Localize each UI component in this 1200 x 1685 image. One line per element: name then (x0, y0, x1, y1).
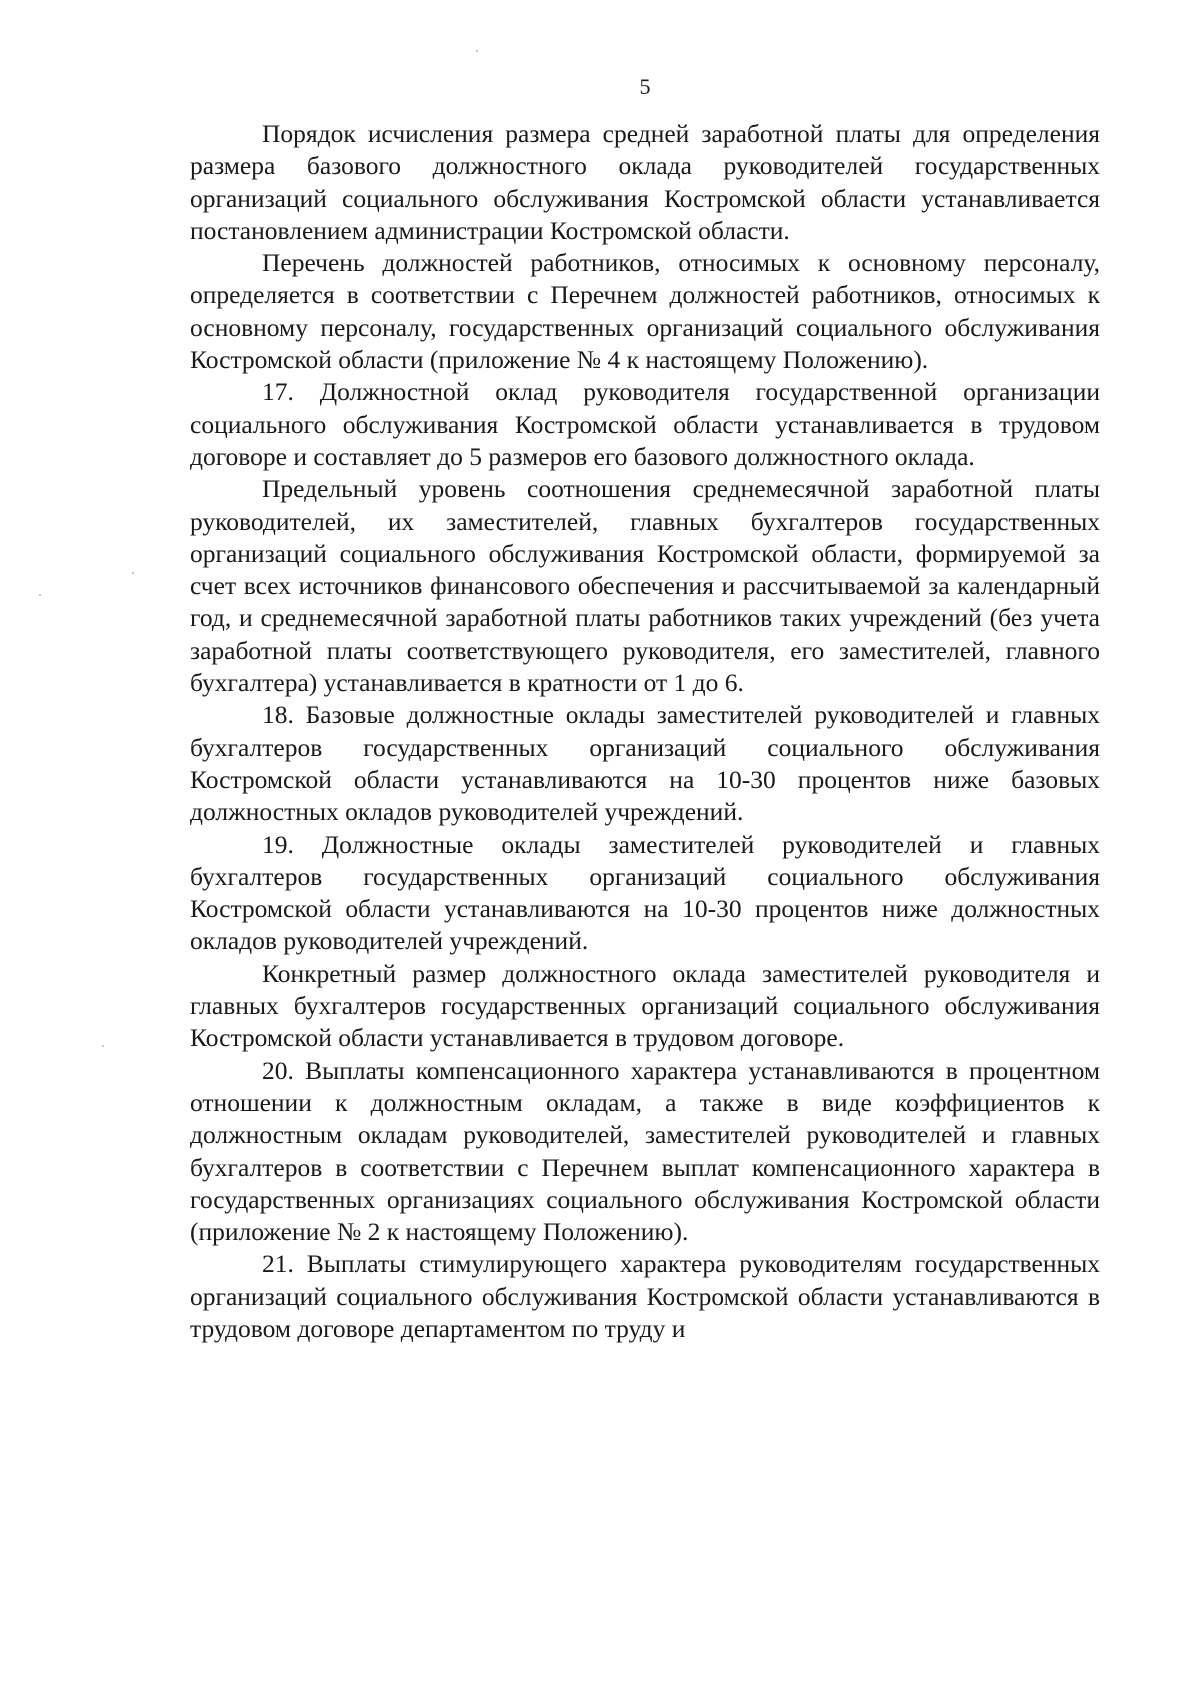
paragraph-item-17: 17. Должностной оклад руководителя государственной организации социального обслуживания Костромской области устанавливается в трудовом договоре и составляет до 5 размеров его базового должностного оклада. (190, 377, 1100, 471)
scan-speck (39, 594, 41, 596)
paragraph-item-18: 18. Базовые должностные оклады заместителей руководителей и главных бухгалтеров государственных организаций социального обслуживания Костромской области устанавливаются на 10-30 процентов ниже базовых должностных окладов руководителей учреждений. (190, 700, 1100, 827)
paragraph-item-21: 21. Выплаты стимулирующего характера руководителям государственных организаций социального обслуживания Костромской области устанавливаются в трудовом договоре департаментом по труду и (190, 1249, 1100, 1343)
paragraph-average-salary-procedure: Порядок исчисления размера средней заработной платы для определения размера базового должностного оклада руководителей государственных организаций социального обслуживания Костромской области устанавливается постановлением администрации Костромской области. (190, 119, 1100, 245)
scan-speck (102, 1045, 104, 1047)
paragraph-specific-salary-size: Конкретный размер должностного оклада заместителей руководителя и главных бухгалтеров государственных организаций социального обслуживания Костромской области устанавливается в трудовом договоре. (190, 958, 1100, 1053)
paragraph-salary-ratio-limit: Предельный уровень соотношения среднемесячной заработной платы руководителей, их заместителей, главных бухгалтеров государственных организаций социального обслуживания Костромской области, формируемой за счет всех источников финансового обеспечения и рассчитываемой за календарный год, и среднемесячной заработной платы работников таких учреждений (без учета заработной платы соответствующего руководителя, его заместителей, главного бухгалтера) устанавливается в кратности от 1 до 6. (190, 474, 1100, 698)
scan-speck (476, 50, 478, 52)
paragraph-item-20: 20. Выплаты компенсационного характера устанавливаются в процентном отношении к должностным окладам, а также в виде коэффициентов к должностным окладам руководителей, заместителей руководителей и главных бухгалтеров в соответствии с Перечнем выплат компенсационного характера в государственных организациях социального обслуживания Костромской области (приложение № 2 к настоящему Положению). (190, 1055, 1100, 1247)
scan-speck (132, 572, 134, 574)
paragraph-main-staff-list: Перечень должностей работников, относимых к основному персоналу, определяется в соответствии с Перечнем должностей работников, относимых к основному персоналу, государственных организаций социального обслуживания Костромской области (приложение № 4 к настоящему Положению). (190, 248, 1100, 375)
paragraph-item-19: 19. Должностные оклады заместителей руководителей и главных бухгалтеров государственных организаций социального обслуживания Костромской области устанавливаются на 10-30 процентов ниже должностных окладов руководителей учреждений. (190, 829, 1100, 956)
document-body (190, 118, 1100, 1345)
page-number: 5 (639, 74, 651, 99)
